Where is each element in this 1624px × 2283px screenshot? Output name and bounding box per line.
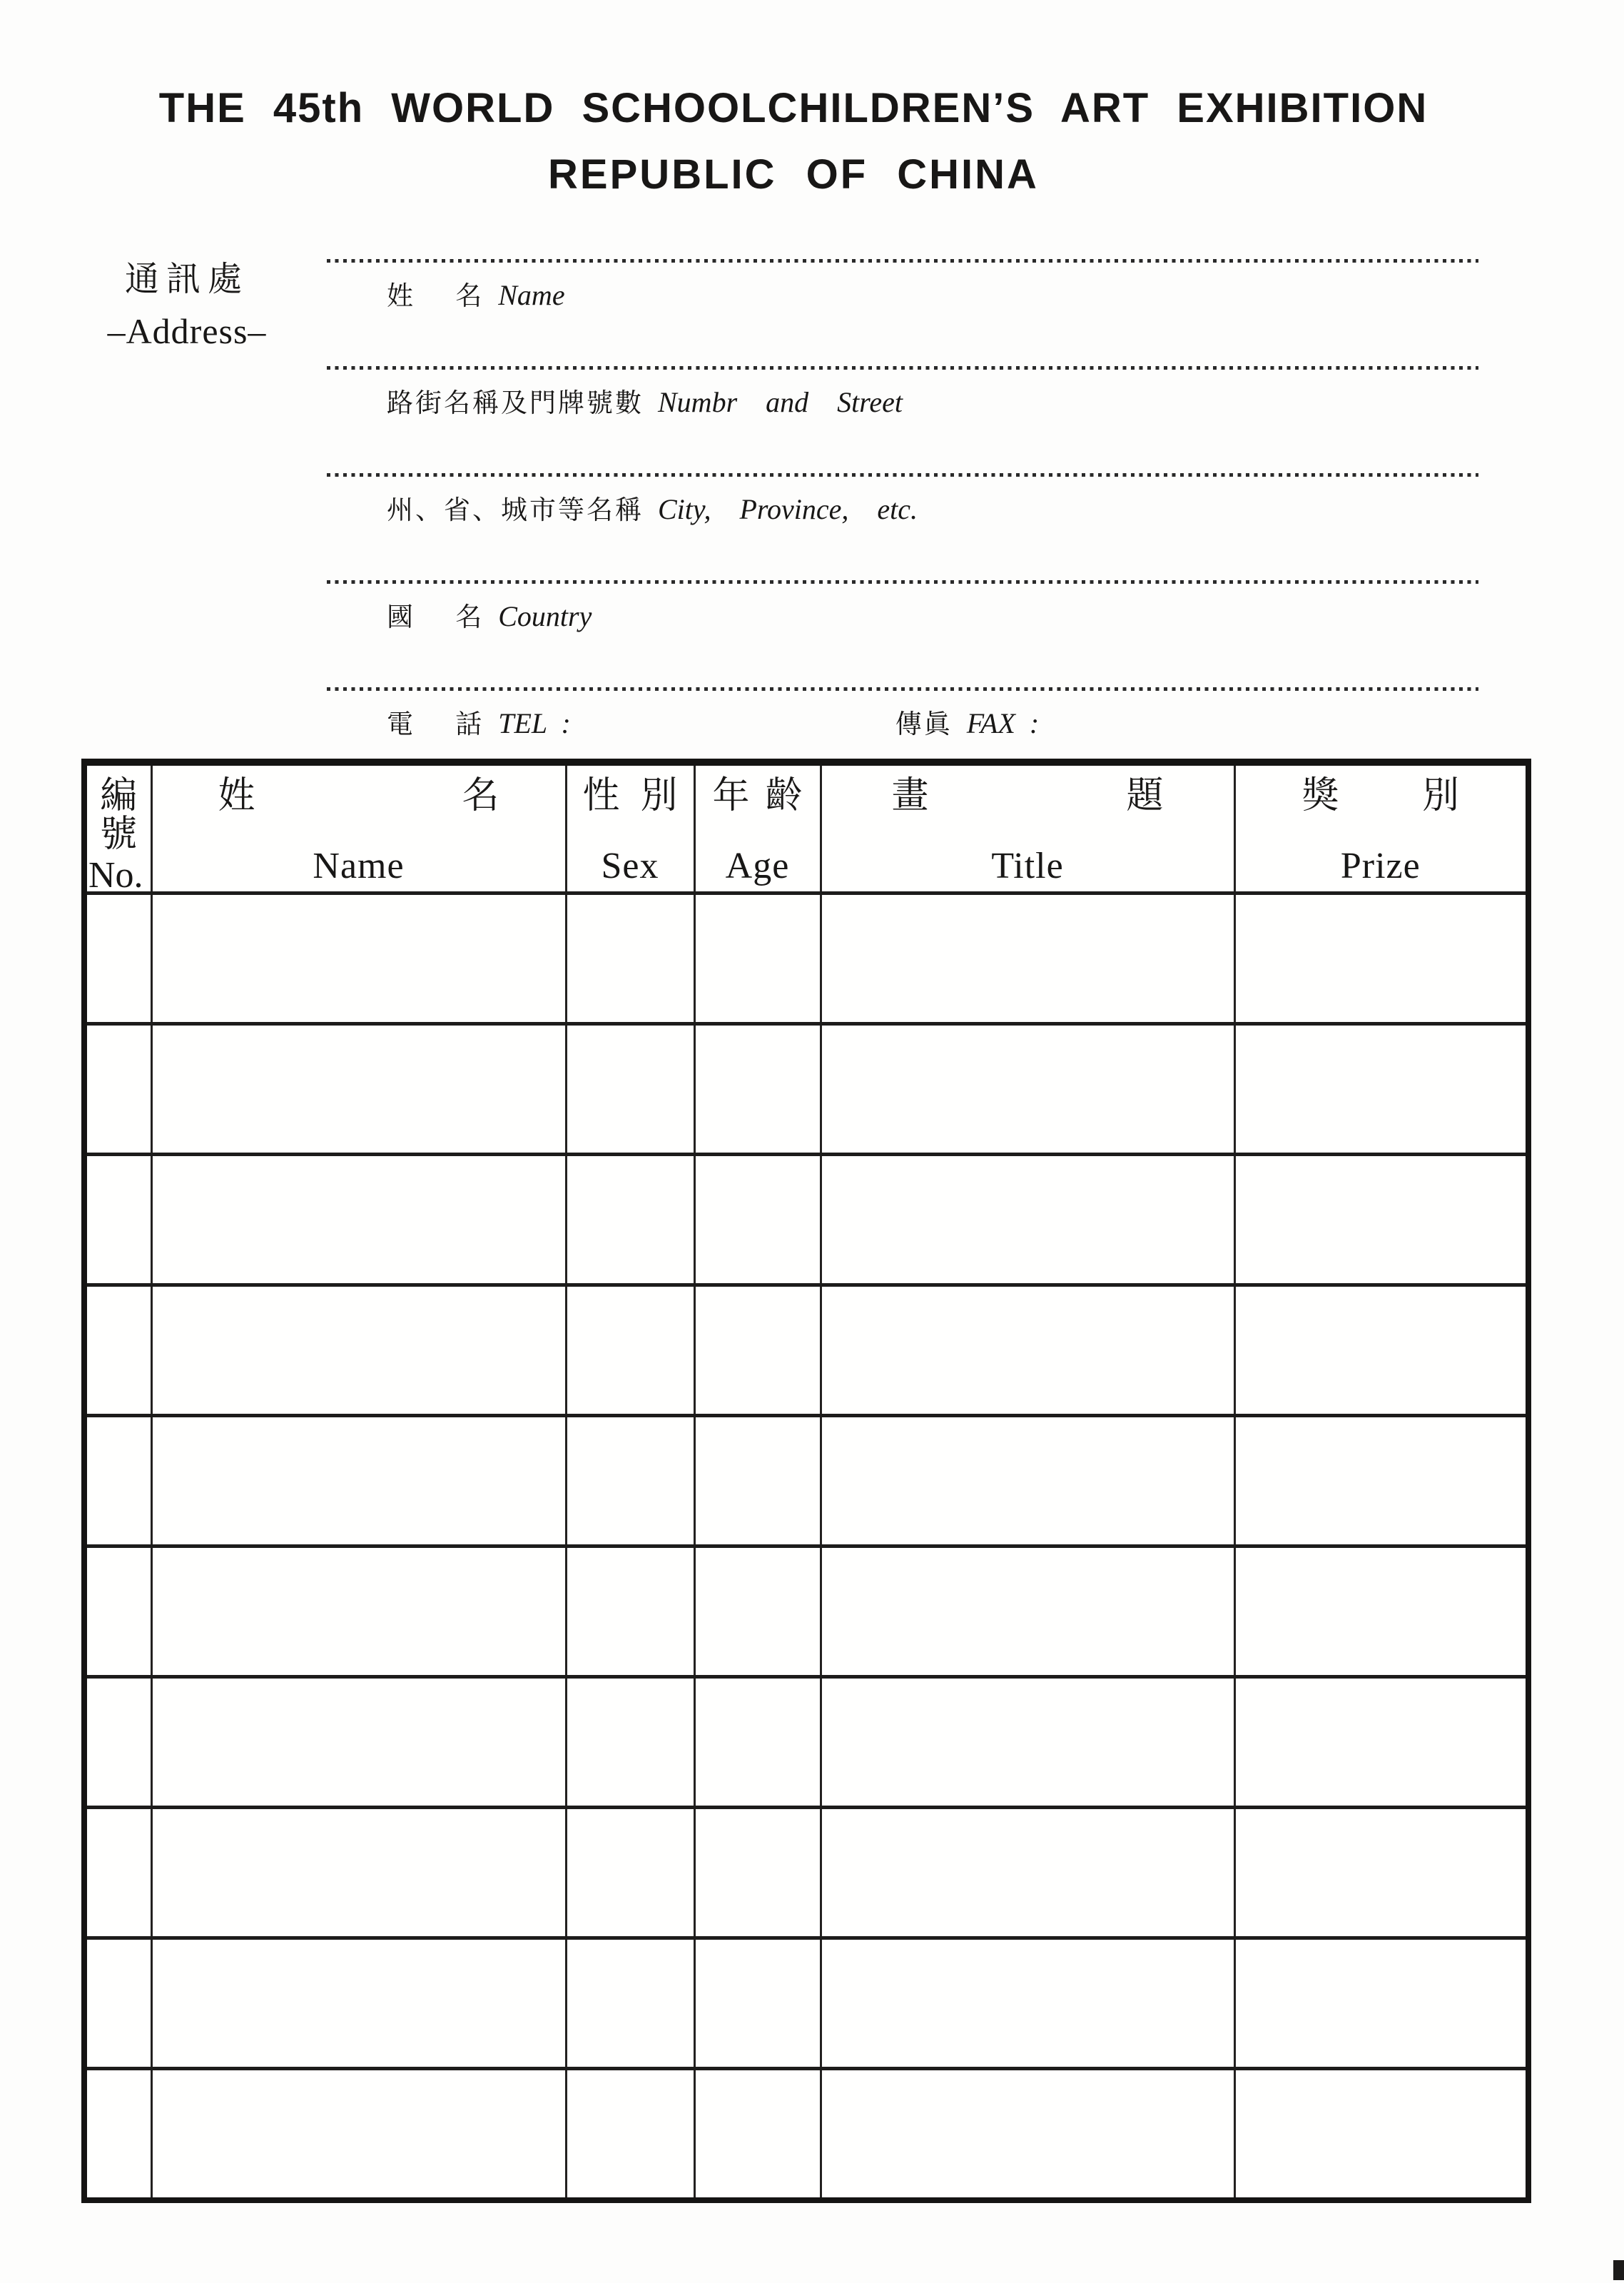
field-label [387,595,1478,634]
cell-title [821,1808,1234,1938]
col-header-age-cjk-right: 齡 [765,776,803,816]
field-city-province [327,473,1478,580]
street-label-en: Numbr and Street [658,386,903,418]
cell-title [821,2069,1234,2201]
address-section-label [80,251,294,352]
table-row [84,1938,1528,2069]
col-header-age-en: Age [725,846,790,886]
col-header-age-cjk-left: 年 [712,776,750,816]
address-label-en: –Address– [107,311,267,351]
cell-age [694,1285,821,1416]
cell-no [84,894,151,1024]
cell-title [821,1285,1234,1416]
cell-no [84,1938,151,2069]
field-label [387,274,1478,313]
field-name [327,259,1478,366]
col-header-no-cjk-top: 編 [100,776,138,816]
street-label-cjk: 路街名稱及門牌號數 [387,389,644,418]
col-header-title [821,762,1234,894]
cell-prize [1234,1677,1528,1808]
cell-no [84,1285,151,1416]
cell-title [821,1024,1234,1155]
field-label [387,488,1478,527]
address-label-cjk: 通訊處 [124,260,249,298]
col-header-no-en: No. [88,855,143,896]
col-header-sex [566,762,694,894]
col-header-name-cjk-left: 姓 [218,776,255,816]
cell-name [151,1547,566,1677]
field-street [327,366,1478,473]
field-label [387,702,1478,741]
table-row [84,894,1528,1024]
entries-table [81,759,1531,2203]
cell-age [694,2069,821,2201]
cell-prize [1234,1155,1528,1285]
cell-name [151,1155,566,1285]
cell-name [151,1677,566,1808]
col-header-no-cjk [87,777,151,854]
col-header-name-cjk [153,777,565,816]
table-row [84,2069,1528,2201]
cell-name [151,894,566,1024]
cell-prize [1234,1938,1528,2069]
col-header-sex-cjk-right: 別 [640,776,678,816]
col-header-prize [1234,762,1528,894]
col-header-prize-cjk-right: 別 [1421,776,1459,816]
cell-name [151,2069,566,2201]
cell-age [694,1938,821,2069]
cell-name [151,1416,566,1547]
cell-prize [1234,1285,1528,1416]
table-row [84,1024,1528,1155]
country-label-cjk: 國 名 [387,603,484,632]
cell-no [84,1416,151,1547]
col-header-age [694,762,821,894]
cell-sex [566,1547,694,1677]
page-title [0,84,1587,198]
entries-body [84,894,1528,2201]
col-header-prize-cjk-left: 獎 [1301,776,1339,816]
cell-name [151,1808,566,1938]
fax-label-en: FAX : [966,707,1040,739]
cell-prize [1234,1808,1528,1938]
cell-sex [566,1024,694,1155]
country-label-en: Country [498,600,592,632]
col-header-prize-en: Prize [1340,846,1421,886]
name-label-cjk: 姓 名 [387,282,484,311]
cell-prize [1234,1547,1528,1677]
col-header-title-cjk-right: 題 [1126,776,1164,816]
table-row [84,1808,1528,1938]
col-header-sex-cjk [567,777,694,816]
tel-fax-write-line [327,687,1478,691]
col-header-sex-en: Sex [601,846,659,886]
entries-header-row [84,762,1528,894]
cell-no [84,1024,151,1155]
field-label [387,381,1478,420]
col-header-name-en: Name [313,846,405,886]
cell-no [84,2069,151,2201]
cell-sex [566,1677,694,1808]
country-write-line [327,580,1478,584]
cell-title [821,1416,1234,1547]
cell-title [821,1677,1234,1808]
fax-label-cjk: 傳眞 [895,710,953,739]
cell-no [84,1547,151,1677]
col-header-no [84,762,151,894]
name-write-line [327,259,1478,263]
cell-sex [566,1155,694,1285]
cell-name [151,1024,566,1155]
cell-prize [1234,894,1528,1024]
cell-age [694,1155,821,1285]
table-row [84,1547,1528,1677]
street-write-line [327,366,1478,370]
cell-age [694,894,821,1024]
cell-name [151,1938,566,2069]
address-fields [327,259,1478,794]
table-row [84,1155,1528,1285]
cell-sex [566,894,694,1024]
cell-age [694,1808,821,1938]
name-label-en: Name [498,279,565,311]
field-country [327,580,1478,687]
tel-label-en: TEL : [498,707,571,739]
cell-title [821,1938,1234,2069]
city-write-line [327,473,1478,477]
table-row [84,1285,1528,1416]
cell-age [694,1677,821,1808]
tel-label-cjk: 電 話 [387,710,484,739]
col-header-age-cjk [696,777,820,816]
cell-title [821,1155,1234,1285]
col-header-title-en: Title [991,846,1064,886]
table-row [84,1416,1528,1547]
cell-sex [566,2069,694,2201]
col-header-name [151,762,566,894]
scan-corner-mark [1613,2260,1624,2280]
table-row [84,1677,1528,1808]
title-line-2: REPUBLIC OF CHINA [548,151,1039,198]
city-label-cjk: 州、省、城市等名稱 [387,496,644,525]
cell-sex [566,1416,694,1547]
cell-age [694,1416,821,1547]
cell-prize [1234,1416,1528,1547]
col-header-title-cjk-left: 畫 [891,776,929,816]
col-header-prize-cjk [1236,777,1526,816]
cell-sex [566,1938,694,2069]
col-header-title-cjk [822,777,1234,816]
cell-age [694,1024,821,1155]
title-line-1: THE 45th WORLD SCHOOLCHILDREN’S ART EXHIBITION [158,85,1428,131]
fax-label-group [895,702,1039,741]
city-label-en: City, Province, etc. [658,493,918,525]
cell-sex [566,1285,694,1416]
cell-no [84,1155,151,1285]
cell-prize [1234,1024,1528,1155]
cell-age [694,1547,821,1677]
cell-title [821,894,1234,1024]
cell-title [821,1547,1234,1677]
cell-sex [566,1808,694,1938]
cell-no [84,1677,151,1808]
cell-no [84,1808,151,1938]
col-header-sex-cjk-left: 性 [582,776,620,816]
col-header-name-cjk-right: 名 [462,776,499,816]
col-header-no-cjk-bottom: 號 [100,814,138,856]
cell-name [151,1285,566,1416]
cell-prize [1234,2069,1528,2201]
